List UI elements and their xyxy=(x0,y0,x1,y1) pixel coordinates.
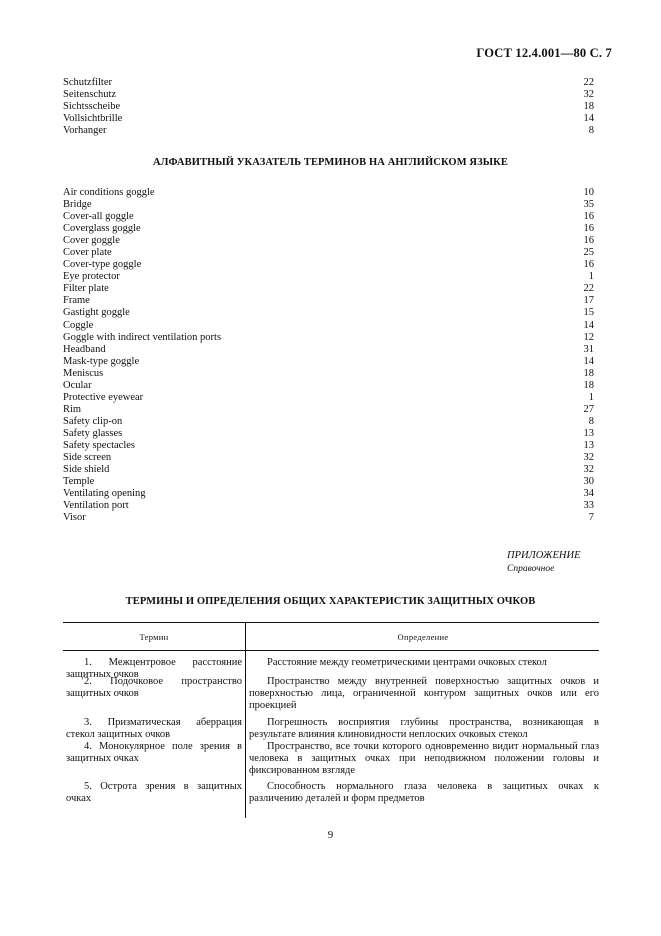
index-term: Mask-type goggle xyxy=(63,355,140,367)
index-entry xyxy=(63,77,594,89)
definition-cell: Пространство, все точки которого одновременно видит нормальный глаз человека в защитных очках при неподвижном положении головы и фиксированном взгляде xyxy=(249,741,599,776)
index-entry xyxy=(63,368,594,380)
index-number: 1 xyxy=(588,391,594,403)
index-entry xyxy=(63,476,594,488)
index-term: Filter plate xyxy=(63,283,109,295)
table-row xyxy=(63,676,599,717)
index-number: 18 xyxy=(583,101,594,113)
index-term: Side screen xyxy=(63,452,112,464)
index-term: Coverglass goggle xyxy=(63,223,141,235)
table-row xyxy=(63,657,599,680)
term-cell: 5. Острота зрения в защитных очках xyxy=(66,781,242,804)
index-term: Eye protector xyxy=(63,271,120,283)
index-entry xyxy=(63,500,594,512)
index-term: Rim xyxy=(63,403,82,415)
english-index-heading: АЛФАВИТНЫЙ УКАЗАТЕЛЬ ТЕРМИНОВ НА АНГЛИЙСКОМ ЯЗЫКЕ xyxy=(153,157,508,168)
standard-header: ГОСТ 12.4.001—80 С. 7 xyxy=(476,46,612,60)
index-number: 8 xyxy=(588,125,594,137)
index-entry xyxy=(63,404,594,416)
index-entry xyxy=(63,223,594,235)
index-number: 16 xyxy=(583,211,594,223)
index-entry xyxy=(63,380,594,392)
index-entry xyxy=(63,320,594,332)
index-term: Frame xyxy=(63,295,90,307)
index-number: 1 xyxy=(588,271,594,283)
index-number: 34 xyxy=(583,488,594,500)
index-number: 18 xyxy=(583,367,594,379)
index-entry xyxy=(63,187,594,199)
index-term: Cover-all goggle xyxy=(63,211,134,223)
index-term: Goggle with indirect ventilation ports xyxy=(63,331,222,343)
index-number: 8 xyxy=(588,415,594,427)
index-term: Safety glasses xyxy=(63,427,123,439)
english-index-list xyxy=(63,187,594,524)
index-entry xyxy=(63,464,594,476)
definition-cell: Пространство между внутренней поверхностью защитных очков и поверхностью лица, ограниченной контуром защитных очков или его проекцией xyxy=(249,676,599,711)
index-entry xyxy=(63,247,594,259)
term-cell: 1. Межцентровое расстояние защитных очков xyxy=(66,657,242,680)
index-term: Vorhanger xyxy=(63,125,107,137)
definition-cell: Погрешность восприятия глубины пространства, возникающая в результате влияния клиновидности неплоских очковых стекол xyxy=(249,717,599,740)
index-number: 16 xyxy=(583,223,594,235)
term-cell: 2. Подочковое пространство защитных очков xyxy=(66,676,242,699)
index-term: Meniscus xyxy=(63,367,104,379)
index-entry xyxy=(63,211,594,223)
german-index-list xyxy=(63,77,594,137)
index-number: 14 xyxy=(583,113,594,125)
table-row xyxy=(63,741,599,781)
index-number: 7 xyxy=(588,512,594,524)
index-number: 14 xyxy=(583,319,594,331)
index-number: 17 xyxy=(583,295,594,307)
index-term: Ocular xyxy=(63,379,92,391)
index-entry xyxy=(63,344,594,356)
index-entry xyxy=(63,89,594,101)
index-entry xyxy=(63,440,594,452)
index-term: Schutzfilter xyxy=(63,77,112,88)
index-number: 13 xyxy=(583,427,594,439)
index-entry xyxy=(63,271,594,283)
index-number: 30 xyxy=(583,476,594,488)
index-number: 16 xyxy=(583,235,594,247)
index-entry xyxy=(63,283,594,295)
column-header-term: Термин xyxy=(139,632,169,642)
index-term: Safety spectacles xyxy=(63,439,136,451)
page-number: 9 xyxy=(327,829,334,841)
table-row xyxy=(63,717,599,741)
index-number: 12 xyxy=(583,331,594,343)
index-term: Safety clip-on xyxy=(63,415,123,427)
index-entry xyxy=(63,295,594,307)
index-number: 15 xyxy=(583,307,594,319)
index-term: Sichtsscheibe xyxy=(63,101,121,113)
index-term: Bridge xyxy=(63,199,92,211)
index-entry xyxy=(63,199,594,211)
index-entry xyxy=(63,125,594,137)
appendix-label: ПРИЛОЖЕНИЕ xyxy=(507,550,581,561)
index-term: Gastight goggle xyxy=(63,307,130,319)
index-number: 32 xyxy=(583,464,594,476)
term-cell: 3. Призматическая аберрация стекол защитных очков xyxy=(66,717,242,740)
index-term: Cover-type goggle xyxy=(63,259,142,271)
index-term: Headband xyxy=(63,343,106,355)
index-entry xyxy=(63,101,594,113)
index-term: Vollsichtbrille xyxy=(63,113,123,125)
index-entry xyxy=(63,332,594,344)
index-term: Side shield xyxy=(63,464,110,476)
index-number: 22 xyxy=(583,283,594,295)
index-term: Visor xyxy=(63,512,86,524)
term-cell: 4. Монокулярное поле зрения в защитных очках xyxy=(66,741,242,764)
index-entry xyxy=(63,307,594,319)
appendix-subtitle: Справочное xyxy=(507,564,555,574)
index-term: Air conditions goggle xyxy=(63,187,155,198)
index-number: 27 xyxy=(583,403,594,415)
index-number: 32 xyxy=(583,89,594,101)
index-number: 33 xyxy=(583,500,594,512)
index-term: Ventilating opening xyxy=(63,488,146,500)
index-term: Ventilation port xyxy=(63,500,129,512)
index-number: 10 xyxy=(583,187,594,198)
index-number: 13 xyxy=(583,439,594,451)
table-row xyxy=(63,781,599,807)
index-entry xyxy=(63,356,594,368)
terms-table-heading: ТЕРМИНЫ И ОПРЕДЕЛЕНИЯ ОБЩИХ ХАРАКТЕРИСТИК ЗАЩИТНЫХ ОЧКОВ xyxy=(125,596,536,607)
index-number: 16 xyxy=(583,259,594,271)
index-term: Coggle xyxy=(63,319,94,331)
index-number: 25 xyxy=(583,247,594,259)
definition-cell: Способность нормального глаза человека в защитных очках к различению деталей и форм предметов xyxy=(249,781,599,804)
index-term: Protective eyewear xyxy=(63,391,144,403)
index-term: Temple xyxy=(63,476,95,488)
definition-cell: Расстояние между геометрическими центрами очковых стекол xyxy=(267,657,547,668)
index-number: 22 xyxy=(583,77,594,88)
index-entry xyxy=(63,452,594,464)
index-number: 35 xyxy=(583,199,594,211)
index-number: 18 xyxy=(583,379,594,391)
index-term: Seitenschutz xyxy=(63,89,117,101)
index-entry xyxy=(63,488,594,500)
index-entry xyxy=(63,259,594,271)
index-entry xyxy=(63,392,594,404)
index-entry xyxy=(63,416,594,428)
column-header-definition: Определение xyxy=(397,632,449,642)
index-number: 31 xyxy=(583,343,594,355)
index-entry xyxy=(63,235,594,247)
index-term: Cover plate xyxy=(63,247,112,259)
table-header xyxy=(63,622,599,651)
index-number: 32 xyxy=(583,452,594,464)
table-body xyxy=(63,657,599,807)
index-entry xyxy=(63,428,594,440)
index-entry xyxy=(63,512,594,524)
index-entry xyxy=(63,113,594,125)
index-term: Cover goggle xyxy=(63,235,120,247)
terms-table xyxy=(63,622,599,807)
index-number: 14 xyxy=(583,355,594,367)
